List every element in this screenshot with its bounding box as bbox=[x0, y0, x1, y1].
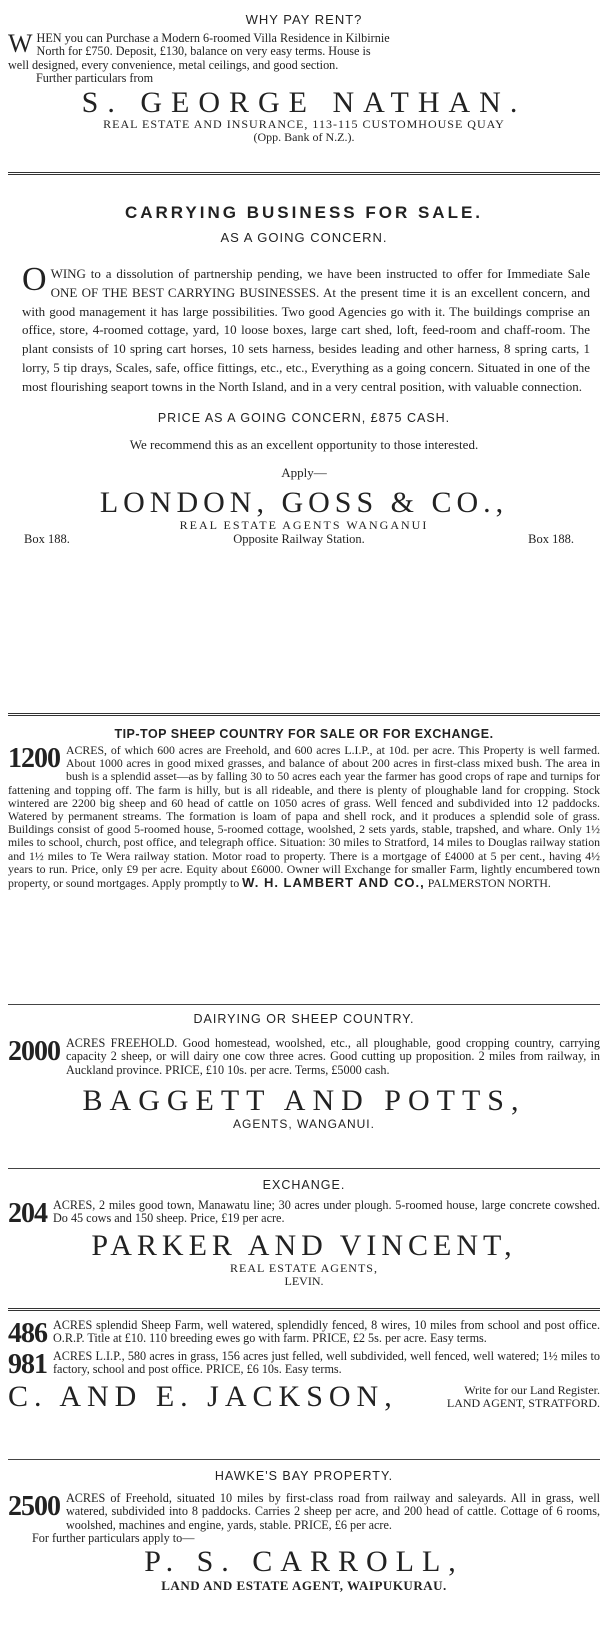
ad-text: ACRES splendid Sheep Farm, well watered, splendidly fenced, 8 wires, 10 miles from school and post office. O.R.P. Title at £10. 110 breeding ewes go with farm. PRICE, £2 5s. per acre. Easy terms. bbox=[53, 1318, 600, 1346]
acreage-number: 2500 bbox=[8, 1491, 60, 1522]
acreage-number: 981 bbox=[8, 1348, 47, 1380]
ad-dairying-sheep-country bbox=[8, 1005, 600, 1168]
ad-heading: HAWKE'S BAY PROPERTY. bbox=[214, 1469, 394, 1483]
ad-carrying-business bbox=[8, 175, 600, 713]
advertiser-address: AGENTS, WANGANUI. bbox=[233, 1117, 375, 1132]
ad-body bbox=[8, 29, 600, 86]
drop-cap: W bbox=[8, 29, 33, 58]
drop-cap: O bbox=[22, 261, 47, 298]
advertiser-name: C. AND E. JACKSON, bbox=[8, 1379, 398, 1413]
ad-body bbox=[8, 1318, 600, 1349]
recommend-line: We recommend this as an excellent opportunity to those interested. bbox=[129, 436, 479, 452]
ad-text: ACRES of Freehold, situated 10 miles by first-class road from railway and saleyards. All in grass, well watered, subdivided into 8 paddocks. Carries 2 sheep per acre, and 200 head of cattle. Cottage of 6 rooms, woolshed, machines and engine, yards, stable. PRICE, £6 per acre. bbox=[66, 1491, 600, 1532]
advertiser-name: BAGGETT AND POTTS, bbox=[82, 1084, 526, 1118]
box-row bbox=[8, 532, 600, 547]
ad-body bbox=[8, 1348, 600, 1380]
ad-heading: EXCHANGE. bbox=[262, 1178, 346, 1192]
ad-text: ACRES FREEHOLD. Good homestead, woolshed, etc., all ploughable, good cropping country, carrying capacity 2 sheep, or will dairy one cow three acres. Good cutting up proposition. 2 miles from railway, in Auckland province. PRICE, £10 10s. per acre. Terms, £5000 cash. bbox=[66, 1036, 600, 1077]
ad-body bbox=[8, 1492, 600, 1546]
price-line: PRICE AS A GOING CONCERN, £875 CASH. bbox=[157, 410, 451, 425]
ad-text: ACRES, of which 600 acres are Freehold, and 600 acres L.I.P., at 10d. per acre. This Property is well farmed. About 1000 acres in good mixed grasses, and balance of about 200 acres in first-class mixed bush. The area in bush is a splendid asset—as by falling 30 to 50 acres each year the farmer has good crops of rape and turnips for fattening and topping off. The farm is hilly, but is all rideable, and there is plenty of ploughable land for cropping. Stock wintered are 2200 big sheep and 60 head of cattle on 1050 acres of grass. Well fenced and subdivided into 12 paddocks. Watered by permanent streams. The formation is loam of papa and shell rock, and it produces a splendid sole of grass. Buildings consist of good 5-roomed house, 5-roomed cottage, woolshed, 2 sets yards, stable, trapshed, and whare. Only 1½ miles to school, church, post office, and telegraph office. Situation: 30 miles to Stratford, 14 miles to Douglas railway station and 1½ miles to Te Wera railway station. Motor road to property. There is a mortgage of £4000 at 5 per cent., having 4½ years to run. Price, only £9 per acre. Equity about £6000. Owner will Exchange for smaller Farm, lightly encumbered town property, or sound mortgages. Apply promptly to bbox=[8, 743, 600, 891]
advertiser-address-note: (Opp. Bank of N.Z.). bbox=[253, 129, 355, 144]
ad-line: North for £750. Deposit, £130, balance on very easy terms. House is bbox=[36, 44, 371, 59]
ad-heading: WHY PAY RENT? bbox=[245, 12, 363, 27]
apply-line: Apply— bbox=[281, 464, 327, 480]
ad-why-pay-rent bbox=[8, 0, 600, 172]
ad-jackson-farms bbox=[8, 1311, 600, 1459]
advertiser-address-note: LEVIN. bbox=[284, 1273, 324, 1288]
advertiser-place: PALMERSTON NORTH. bbox=[427, 876, 551, 891]
ad-line: well designed, every convenience, metal ceilings, and good section. bbox=[8, 57, 339, 72]
ad-heading: DAIRYING OR SHEEP COUNTRY. bbox=[193, 1012, 415, 1026]
ad-hawkes-bay-property bbox=[8, 1460, 600, 1628]
advertiser-name: S. GEORGE NATHAN. bbox=[81, 85, 527, 119]
advertiser-address: REAL ESTATE AND INSURANCE, 113-115 CUSTOMHOUSE QUAY bbox=[103, 116, 505, 131]
advertiser-name: PARKER AND VINCENT, bbox=[91, 1228, 517, 1262]
ad-line: HEN you can Purchase a Modern 6-roomed Villa Residence in Kilbirnie bbox=[36, 31, 390, 45]
advertiser-name: P. S. CARROLL, bbox=[144, 1544, 464, 1578]
aside-line: LAND AGENT, STRATFORD. bbox=[446, 1395, 600, 1410]
newspaper-page bbox=[8, 0, 600, 1628]
acreage-number: 2000 bbox=[8, 1036, 60, 1067]
advertiser-address-note: Opposite Railway Station. bbox=[233, 531, 365, 546]
acreage-number: 486 bbox=[8, 1318, 47, 1349]
advertiser-address: LAND AND ESTATE AGENT, WAIPUKURAU. bbox=[161, 1577, 447, 1593]
box-number: Box 188. bbox=[24, 531, 70, 546]
ad-body bbox=[8, 1037, 600, 1077]
ad-tip-top-sheep-country bbox=[8, 716, 600, 1004]
ad-line: Further particulars from bbox=[36, 71, 154, 86]
ad-exchange bbox=[8, 1169, 600, 1308]
ad-body bbox=[22, 261, 590, 397]
further-line: For further particulars apply to— bbox=[32, 1531, 195, 1546]
ad-body bbox=[8, 1198, 600, 1229]
ad-heading: CARRYING BUSINESS FOR SALE. bbox=[124, 203, 484, 222]
ad-text: WING to a dissolution of partnership pending, we have been instructed to offer for Immediate Sale ONE OF THE BEST CARRYING BUSINESSES. At the present time it is an excellent concern, and with good management it has large possibilities. Two good Agencies go with it. The buildings comprise an office, store, 4-roomed cottage, yard, 10 loose boxes, large cart shed, loft, feed-room and chaff-room. The plant consists of 10 spring cart horses, 10 sets harness, besides leading and other harness, 8 spring carts, 1 lorry, 5 tip drays, Scales, safe, office fittings, etc., etc., Everything as a going concern. Situated in one of the most flourishing seaport towns in the North Island, and in a very central position, with valuable connection. bbox=[22, 266, 590, 394]
ad-heading: TIP-TOP SHEEP COUNTRY FOR SALE OR FOR EXCHANGE. bbox=[114, 727, 494, 741]
ad-subheading: AS A GOING CONCERN. bbox=[220, 230, 388, 245]
acreage-number: 204 bbox=[8, 1198, 47, 1229]
ad-text: ACRES, 2 miles good town, Manawatu line; 30 acres under plough. 5-roomed house, large concrete cowshed. Do 45 cows and 150 sheep. Price, £19 per acre. bbox=[53, 1198, 600, 1226]
acreage-number: 1200 bbox=[8, 743, 60, 774]
ad-text: ACRES L.I.P., 580 acres in grass, 156 acres just felled, well subdivided, well fenced, well watered; 1½ miles to factory, school and post office. PRICE, £6 10s. Easy terms. bbox=[53, 1348, 600, 1377]
aside-line: Write for our Land Register. bbox=[464, 1382, 600, 1397]
advertiser-address: REAL ESTATE AGENTS WANGANUI bbox=[179, 517, 429, 532]
advertiser-address: REAL ESTATE AGENTS, bbox=[230, 1260, 378, 1275]
advertiser-name: LONDON, GOSS & CO., bbox=[99, 485, 509, 519]
box-number: Box 188. bbox=[528, 531, 574, 546]
ad-body bbox=[8, 744, 600, 890]
advertiser-row bbox=[8, 1381, 600, 1413]
advertiser-name: W. H. LAMBERT AND CO., bbox=[242, 875, 425, 891]
advertiser-aside bbox=[447, 1384, 600, 1410]
